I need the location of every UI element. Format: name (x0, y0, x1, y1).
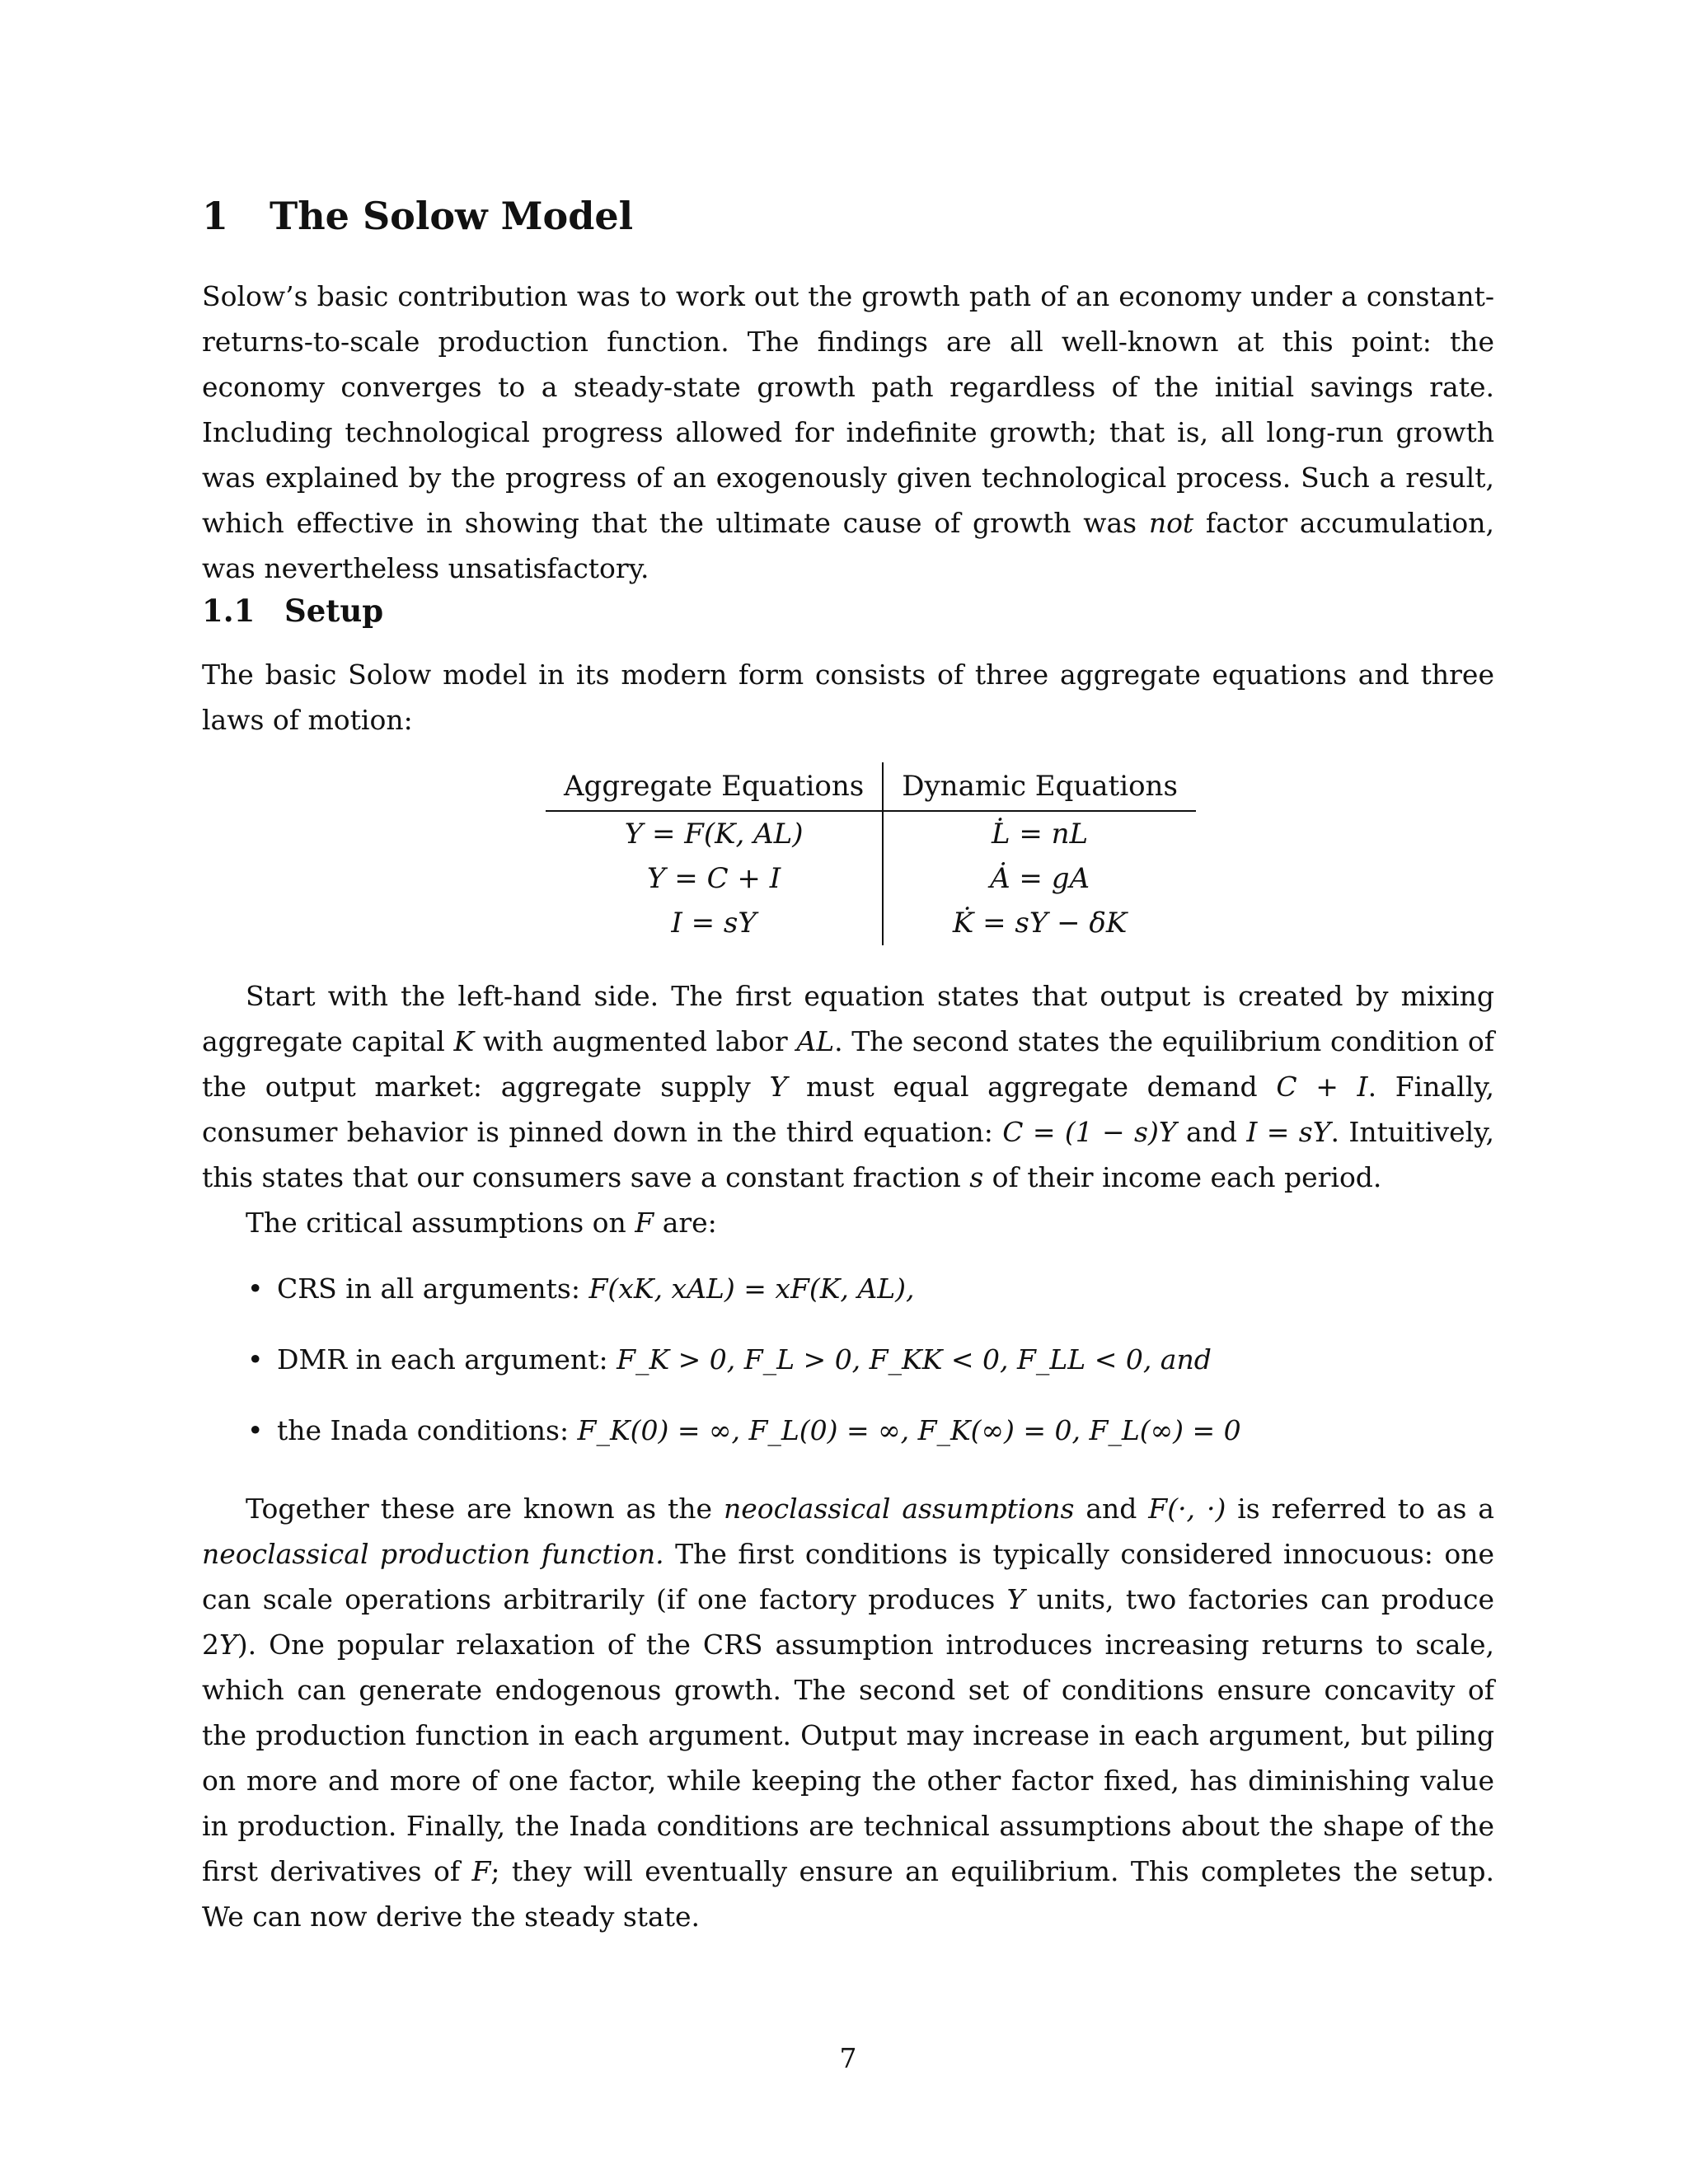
list-item (247, 1408, 1492, 1479)
intro-emphasis: not (1148, 507, 1194, 539)
math-run: K (453, 1025, 475, 1057)
section-title-text: The Solow Model (270, 194, 634, 238)
assumption-label: DMR in each argument: (277, 1343, 617, 1376)
document-page (202, 0, 1494, 2184)
assumptions-list (247, 1266, 1492, 1479)
table-header-dynamic: Dynamic Equations (883, 762, 1196, 811)
text-run: is referred to as a (1226, 1493, 1494, 1525)
bullet-icon: • (247, 1414, 264, 1446)
text-run: with augmented labor (474, 1025, 797, 1057)
text-run: The critical assumptions on (246, 1207, 635, 1239)
intro-text-1: Solow’s basic contribution was to work out the growth path of an economy under a constant-returns-to-scale production function. The findings are all well-known at this point: the economy converges to a steady-state growth path regardless of the initial savings rate. Including technological progress allowed for indefinite growth; that is, all long-run growth was explained by the progress of an exogenously given technological process. Such a result, which effective in showing that the ultimate cause of growth was (202, 280, 1494, 539)
text-run: must equal aggregate demand (787, 1071, 1277, 1103)
math-run: s (969, 1161, 984, 1193)
table-row (546, 811, 1196, 856)
emphasis-run: neoclassical assumptions (723, 1493, 1075, 1525)
text-run: Start with the left-hand side. The first equation states that output is created by mixing aggregate capital (202, 980, 1494, 1057)
assumption-math: F_K > 0, F_L > 0, F_KK < 0, F_LL < 0, and (617, 1343, 1212, 1376)
math-run: C + I (1276, 1071, 1368, 1103)
neoclassical-paragraph (202, 1486, 1494, 1939)
text-run: of their income each period. (983, 1161, 1382, 1193)
table-cell: L̇ = nL (991, 818, 1089, 851)
equations-table (546, 762, 1196, 945)
section-heading (202, 193, 633, 239)
assumption-math: F(xK, xAL) = xF(K, AL), (588, 1272, 915, 1305)
table-row (546, 901, 1196, 945)
math-run: Y (769, 1071, 788, 1103)
bullet-icon: • (247, 1343, 264, 1376)
list-item (247, 1266, 1492, 1337)
critical-assumptions-paragraph (202, 1200, 1494, 1245)
table-cell: I = sY (546, 901, 883, 945)
assumption-label: the Inada conditions: (277, 1414, 578, 1446)
text-run: The first conditions is typically considered innocuous: one can scale operations arbitrarily (if one factory produces (202, 1538, 1494, 1615)
math-run: F (471, 1855, 491, 1887)
lhs-paragraph (202, 973, 1494, 1200)
math-run: F (635, 1207, 654, 1239)
subsection-heading (202, 592, 383, 630)
text-run: Together these are known as the (246, 1493, 724, 1525)
math-run: F(·, ·) (1148, 1493, 1226, 1525)
table-cell: Y = C + I (546, 856, 883, 901)
setup-intro-paragraph: The basic Solow model in its modern form consists of three aggregate equations and three laws of motion: (202, 658, 1494, 736)
text-run: are: (654, 1207, 717, 1239)
table-cell: Ȧ = gA (990, 862, 1090, 895)
math-run: Y (1006, 1583, 1025, 1615)
intro-text-2: factor accumulation, was nevertheless unsatisfactory. (202, 507, 1494, 584)
table-header-aggregate: Aggregate Equations (546, 762, 883, 811)
math-run: Y (219, 1629, 237, 1661)
table-row (546, 856, 1196, 901)
assumption-label: CRS in all arguments: (277, 1272, 589, 1305)
intro-paragraph (202, 274, 1494, 591)
table-header-row (546, 762, 1196, 811)
page-number: 7 (839, 2042, 857, 2074)
section-number: 1 (202, 194, 229, 238)
table-cell: Y = F(K, AL) (546, 811, 883, 856)
list-item (247, 1337, 1492, 1408)
table-cell: K̇ = sY − δK (952, 907, 1128, 940)
math-run: I = sY (1246, 1116, 1331, 1148)
text-run: ). One popular relaxation of the CRS assumption introduces increasing returns to scale, which can generate endogenous growth. The second set of conditions ensure concavity of the production function in each argument. Output may increase in each argument, but piling on more and more of one factor, while keeping the other factor fixed, has diminishing value in production. Finally, the Inada conditions are technical assumptions about the shape of the first derivatives of (202, 1629, 1494, 1887)
emphasis-run: neoclassical production function. (202, 1538, 664, 1570)
bullet-icon: • (247, 1272, 264, 1305)
math-run: AL (796, 1025, 835, 1057)
text-run: . Intuitively, this states that our consumers save a constant fraction (202, 1116, 1494, 1193)
text-run: . Finally, consumer behavior is pinned down in the third equation: (202, 1071, 1495, 1148)
text-run: and (1074, 1493, 1149, 1525)
text-run: . The second states the equilibrium condition of the output market: aggregate supply (202, 1025, 1494, 1103)
assumption-math: F_K(0) = ∞, F_L(0) = ∞, F_K(∞) = 0, F_L(∞) = 0 (577, 1414, 1241, 1446)
text-run: and (1176, 1116, 1247, 1148)
text-run: ; they will eventually ensure an equilibrium. This completes the setup. We can now derive the steady state. (202, 1855, 1494, 1933)
text-run: units, two factories can produce 2 (202, 1583, 1495, 1661)
subsection-title-text: Setup (284, 593, 384, 629)
subsection-number: 1.1 (202, 593, 256, 629)
math-run: C = (1 − s)Y (1002, 1116, 1177, 1148)
